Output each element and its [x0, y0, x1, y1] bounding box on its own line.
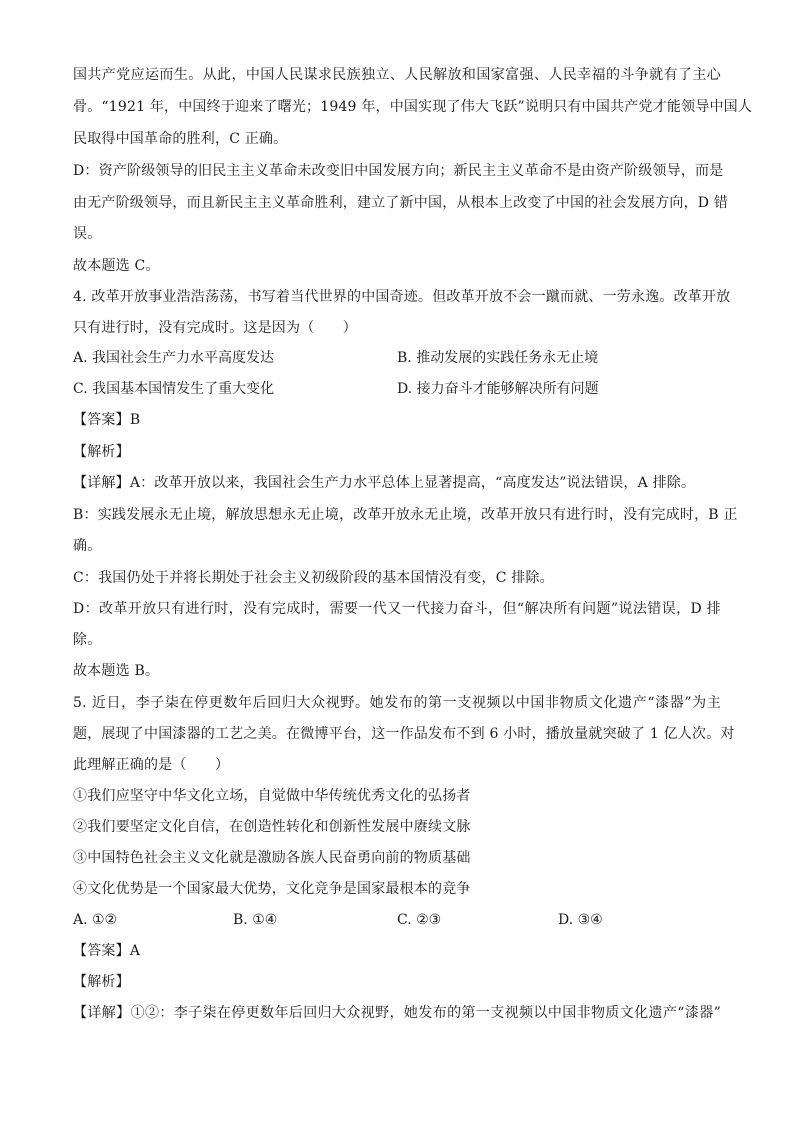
q5-statement: ②我们要坚定文化自信，在创造性转化和创新性发展中赓续文脉: [73, 819, 471, 835]
paragraph-line: D：资产阶级领导的旧民主主义革命未改变旧中国发展方向；新民主主义革命不是由资产阶级领导，而是: [73, 163, 724, 179]
q4-detail-line: C：我国仍处于并将长期处于社会主义初级阶段的基本国情没有变，C 排除。: [73, 570, 554, 586]
paragraph-line: 由无产阶级领导，而且新民主主义革命胜利，建立了新中国，从根本上改变了中国的社会发展方向，D 错: [73, 195, 729, 211]
q5-analysis-tag: 【解析】: [73, 974, 130, 990]
q4-analysis-tag: 【解析】: [73, 444, 130, 460]
q5-option-d: D. ③④: [558, 912, 603, 928]
paragraph-line: 国共产党应运而生。从此，中国人民谋求民族独立、人民解放和国家富强、人民幸福的斗争就有了主心: [73, 67, 721, 83]
answer-value: B: [129, 412, 141, 428]
q5-statement: ③中国特色社会主义文化就是激励各族人民奋勇向前的物质基础: [73, 850, 471, 866]
paragraph-line: 民取得中国革命的胜利，C 正确。: [73, 131, 288, 147]
q4-option-b: B. 推动发展的实践任务永无止境: [397, 350, 599, 366]
question-4-stem: 4. 改革开放事业浩浩荡荡，书写着当代世界的中国奇迹。但改革开放不会一蹴而就、一劳永逸。改革开放: [73, 289, 731, 305]
detail-tag: 【详解】: [73, 475, 130, 491]
paragraph-line: 误。: [73, 226, 102, 242]
detail-text: ①②：李子柒在停更数年后回归大众视野，她发布的第一支视频以中国非物质文化遗产“漆器”: [130, 1005, 721, 1021]
q4-detail-line: D：改革开放只有进行时，没有完成时，需要一代又一代接力奋斗，但“解决所有问题”说法错误，D 排: [73, 601, 721, 617]
q4-option-a: A. 我国社会生产力水平高度发达: [73, 350, 275, 366]
paragraph-line: 故本题选 C。: [73, 258, 160, 274]
q4-detail-line: 除。: [73, 632, 102, 648]
question-4-stem: 只有进行时，没有完成时。这是因为（ ）: [73, 320, 357, 336]
question-5-stem: 题，展现了中国漆器的工艺之美。在微博平台，这一作品发布不到 6 小时，播放量就突破了 1 亿人次。对: [73, 726, 735, 742]
q5-detail-line: [73, 1004, 721, 1022]
q5-answer: [73, 942, 140, 960]
q5-option-a: A. ①②: [73, 912, 118, 928]
q4-option-d: D. 接力奋斗才能够解决所有问题: [397, 381, 599, 397]
q4-detail-line: B：实践发展永无止境，解放思想永无止境，改革开放永无止境，改革开放只有进行时，没有完成时，B 正: [73, 507, 738, 523]
q4-detail-line: 故本题选 B。: [73, 663, 160, 679]
paragraph-line: 骨。“1921 年，中国终于迎来了曙光；1949 年，中国实现了伟大飞跃”说明只有中国共产党才能领导中国人: [73, 99, 753, 115]
q5-statement: ④文化优势是一个国家最大优势，文化竞争是国家最根本的竞争: [73, 881, 471, 897]
q4-answer: [73, 411, 140, 429]
detail-text: A：改革开放以来，我国社会生产力水平总体上显著提高，“高度发达”说法错误，A 排除。: [129, 475, 696, 491]
q4-detail-line: [73, 474, 695, 492]
q5-statement: ①我们应坚守中华文化立场，自觉做中华传统优秀文化的弘扬者: [73, 788, 471, 804]
q4-option-c: C. 我国基本国情发生了重大变化: [73, 381, 275, 397]
answer-tag: 【答案】: [73, 943, 130, 959]
q5-option-c: C. ②③: [397, 912, 442, 928]
q5-option-b: B. ①④: [233, 912, 278, 928]
answer-tag: 【答案】: [73, 412, 130, 428]
question-5-stem: 此理解正确的是（ ）: [73, 757, 230, 773]
q4-detail-line: 确。: [73, 538, 102, 554]
question-5-stem: 5. 近日，李子柒在停更数年后回归大众视野。她发布的第一支视频以中国非物质文化遗产“漆器”为主: [73, 695, 721, 711]
detail-tag: 【详解】: [73, 1005, 131, 1021]
answer-value: A: [129, 943, 141, 959]
